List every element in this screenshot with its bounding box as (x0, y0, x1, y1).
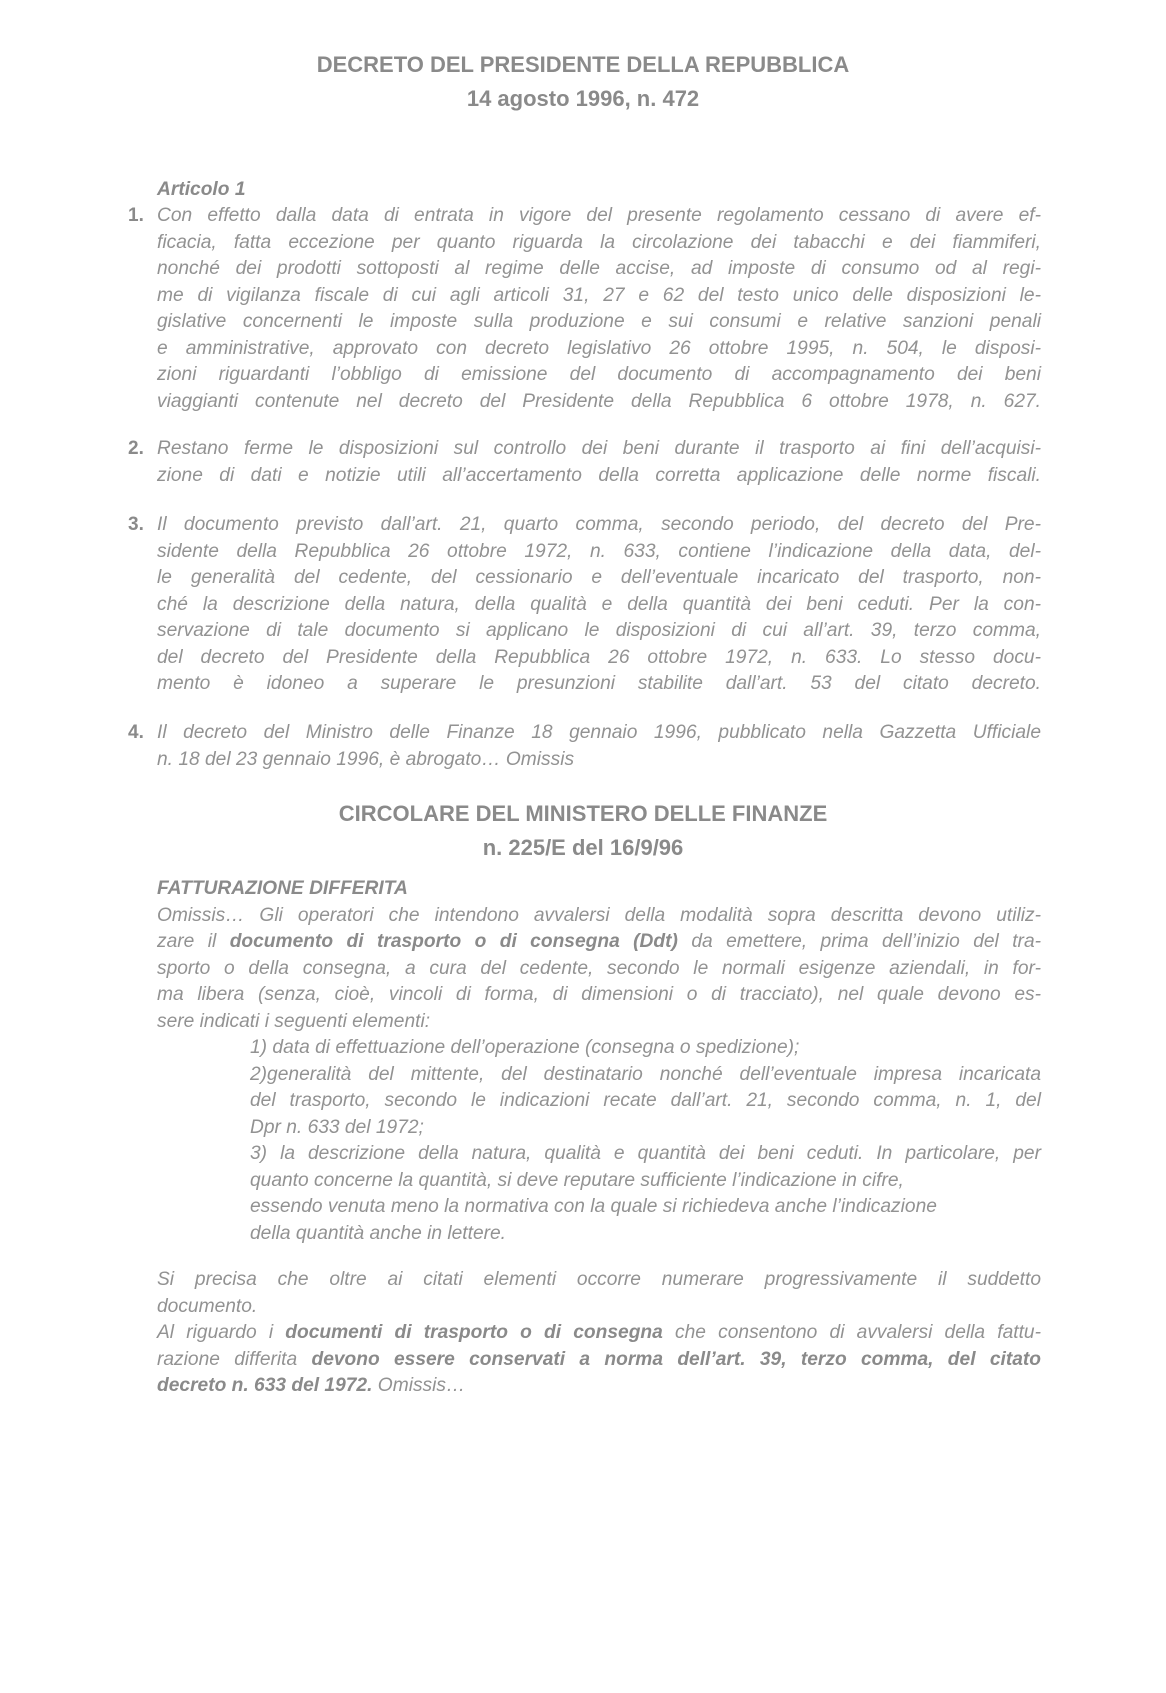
article-title-block (157, 177, 1041, 204)
item-number: 2. (128, 438, 144, 459)
text-line: Si precisa che oltre ai citati elementi occorre numerare progressivamente il suddetto (157, 1269, 1041, 1290)
list-line: 3) la descrizione della natura, qualità e quantità dei beni ceduti. In particolare, per (250, 1143, 1041, 1164)
text-run: da emettere, prima dell’inizio del tra- (677, 931, 1042, 952)
section-subtitle: FATTURAZIONE DIFFERITA (157, 878, 408, 899)
text-line: nonché dei prodotti sottoposti al regime delle accise, ad imposte di consumo od al regi- (157, 258, 1041, 279)
item-number: 3. (128, 514, 144, 535)
text-run: Al riguardo i (157, 1322, 286, 1343)
text-line: mento è idoneo a superare le presunzioni stabilite dall’art. 53 del citato decreto. (157, 673, 1041, 694)
decree-heading (0, 48, 1166, 116)
list-line: della quantità anche in lettere. (250, 1222, 507, 1244)
text-line (157, 1373, 1041, 1400)
text-line: del decreto del Presidente della Repubblica 26 ottobre 1972, n. 633. Lo stesso docu- (157, 646, 1041, 668)
list-line: essendo venuta meno la normativa con la quale si richiedeva anche l’indicazione (250, 1196, 937, 1217)
text-line: n. 18 del 23 gennaio 1996, è abrogato… Omissis (157, 748, 575, 770)
bold-run: documento di trasporto o di consegna (Ddt) (229, 931, 678, 952)
bold-run: devono essere conservati a norma dell’art. 39, terzo comma, del citato (311, 1348, 1042, 1370)
circolare-heading (0, 797, 1166, 865)
closing-paragraphs (157, 1267, 1041, 1400)
text-line (157, 1320, 1041, 1347)
text-line: gislative concernenti le imposte sulla produzione e sui consumi e relative sanzioni penali (157, 311, 1041, 332)
text-line: le generalità del cedente, del cessionario e dell’eventuale incaricato del trasporto, non- (157, 567, 1041, 588)
text-line: viaggianti contenute nel decreto del Presidente della Repubblica 6 ottobre 1978, n. 627. (157, 390, 1041, 412)
text-run: che consentono di avvalersi della fattu- (662, 1322, 1041, 1343)
circolare-title: CIRCOLARE DEL MINISTERO DELLE FINANZE (338, 801, 828, 826)
article-title: Articolo 1 (157, 179, 246, 200)
item-number: 4. (128, 722, 144, 743)
article-item-3 (157, 512, 1041, 698)
article-item-2 (157, 436, 1041, 489)
text-line: Il decreto del Ministro delle Finanze 18 gennaio 1996, pubblicato nella Gazzetta Ufficiale (157, 722, 1041, 743)
text-line: me di vigilanza fiscale di cui agli articoli 31, 27 e 62 del testo unico delle disposizioni le- (157, 284, 1041, 306)
text-line: ma libera (senza, cioè, vincoli di forma, di dimensioni o di tracciato), nel quale devono es- (157, 984, 1041, 1005)
text-line: Con effetto dalla data di entrata in vigore del presente regolamento cessano di avere ef- (157, 205, 1041, 226)
text-line: documento. (157, 1295, 258, 1317)
list-line: 1) data di effettuazione dell’operazione (consegna o spedizione); (250, 1037, 800, 1058)
text-line (157, 1347, 1041, 1374)
text-run: Omissis… (372, 1375, 466, 1396)
bold-run: decreto n. 633 del 1972. (157, 1375, 373, 1396)
item-number: 1. (128, 205, 144, 226)
text-line: zione di dati e notizie utili all’accertamento della corretta applicazione delle norme fiscali. (157, 464, 1041, 486)
text-line: servazione di tale documento si applicano le disposizioni di cui all’art. 39, terzo comma, (157, 620, 1041, 641)
text-run: razione differita (157, 1348, 312, 1370)
text-line: Restano ferme le disposizioni sul controllo dei beni durante il trasporto ai fini dell’acquisi- (157, 438, 1041, 459)
text-line: zioni riguardanti l’obbligo di emissione del documento di accompagnamento dei beni (157, 364, 1041, 385)
article-item-4 (157, 720, 1041, 773)
list-line: Dpr n. 633 del 1972; (250, 1116, 424, 1138)
text-line: ché la descrizione della natura, della qualità e della quantità dei beni ceduti. Per la con- (157, 593, 1041, 615)
article-item-1 (157, 203, 1041, 415)
text-line (157, 929, 1041, 956)
text-line: sidente della Repubblica 26 ottobre 1972, n. 633, contiene l’indicazione della data, del- (157, 540, 1041, 562)
circolare-number: n. 225/E del 16/9/96 (482, 835, 684, 860)
text-run: zare il (157, 931, 230, 952)
text-line: Omissis… Gli operatori che intendono avvalersi della modalità sopra descritta devono utiliz- (157, 904, 1041, 926)
circolare-body (157, 876, 1041, 1035)
text-line: Il documento previsto dall’art. 21, quarto comma, secondo periodo, del decreto del Pre- (157, 514, 1041, 535)
decree-title: DECRETO DEL PRESIDENTE DELLA REPUBBLICA (316, 52, 850, 77)
text-line: sere indicati i seguenti elementi: (157, 1010, 431, 1032)
elements-list (250, 1035, 1041, 1247)
text-line: sporto o della consegna, a cura del cedente, secondo le normali esigenze aziendali, in for- (157, 957, 1041, 979)
text-line: ficacia, fatta eccezione per quanto riguarda la circolazione dei tabacchi e dei fiammiferi, (157, 231, 1041, 253)
text-line: e amministrative, approvato con decreto legislativo 26 ottobre 1995, n. 504, le disposi- (157, 337, 1041, 359)
bold-run: documenti di trasporto o di consegna (285, 1322, 663, 1343)
list-line: quanto concerne la quantità, si deve reputare sufficiente l’indicazione in cifre, (250, 1169, 904, 1191)
list-line: 2)generalità del mittente, del destinatario nonché dell’eventuale impresa incaricata (250, 1063, 1041, 1085)
decree-date: 14 agosto 1996, n. 472 (466, 86, 700, 111)
list-line: del trasporto, secondo le indicazioni recate dall’art. 21, secondo comma, n. 1, del (250, 1090, 1041, 1111)
